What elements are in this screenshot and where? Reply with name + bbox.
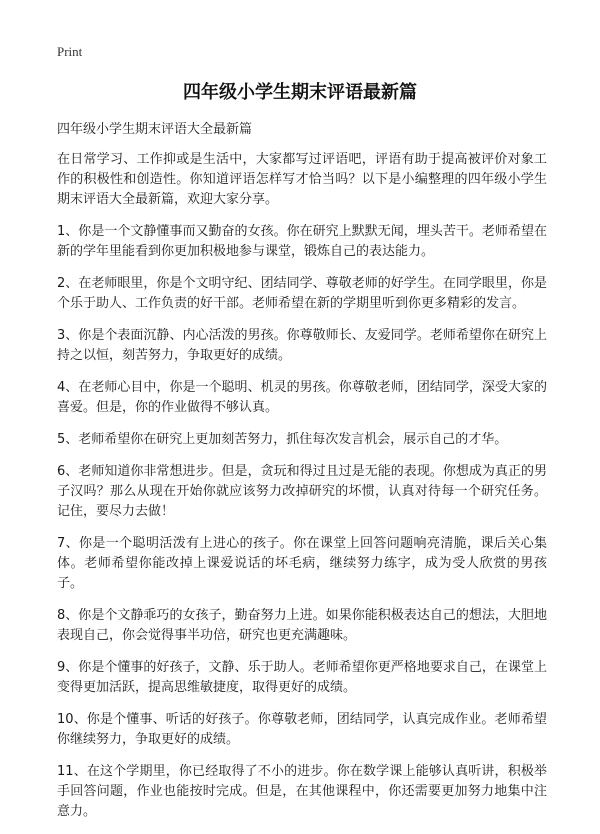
comment-paragraph-3: 3、你是个表面沉静、内心活泼的男孩。你尊敬师长、友爱同学。老师希望你在研究上持之以恒，刻苦努力，争取更好的成绩。 — [57, 328, 547, 363]
comment-paragraph-2: 2、在老师眼里，你是个文明守纪、团结同学、尊敬老师的好学生。在同学眼里，你是个乐于助人、工作负责的好干部。老师希望在新的学期里听到你更多精彩的发言。 — [57, 276, 547, 311]
comment-paragraph-1: 1、你是一个文静懂事而又勤奋的女孩。你在研究上默默无闻，埋头苦干。老师希望在新的学年里能看到你更加积极地参与课堂，锻炼自己的表达能力。 — [57, 224, 547, 259]
comment-paragraph-11: 11、在这个学期里，你已经取得了不小的进步。你在数学课上能够认真听讲，积极举手回答问题，作业也能按时完成。但是，在其他课程中，你还需要更加努力地集中注意力。 — [57, 764, 547, 819]
article-body — [57, 150, 547, 834]
intro-paragraph: 在日常学习、工作抑或是生活中，大家都写过评语吧，评语有助于提高被评价对象工作的积极性和创造性。你知道评语怎样写才恰当吗？以下是小编整理的四年级小学生期末评语大全最新篇，欢迎大家分享。 — [57, 152, 547, 207]
comment-paragraph-8: 8、你是个文静乖巧的女孩子，勤奋努力上进。如果你能积极表达自己的想法，大胆地表现自己，你会觉得事半功倍，研究也更充满趣味。 — [57, 608, 547, 643]
comment-paragraph-10: 10、你是个懂事、听话的好孩子。你尊敬老师，团结同学，认真完成作业。老师希望你继续努力，争取更好的成绩。 — [57, 712, 547, 747]
comment-paragraph-6: 6、老师知道你非常想进步。但是，贪玩和得过且过是无能的表现。你想成为真正的男子汉吗？那么从现在开始你就应该努力改掉研究的坏惯，认真对待每一个研究任务。记住，要尽力去做！ — [57, 464, 547, 519]
comment-paragraph-4: 4、在老师心目中，你是一个聪明、机灵的男孩。你尊敬老师，团结同学，深受大家的喜爱。但是，你的作业做得不够认真。 — [57, 380, 547, 415]
article-subtitle: 四年级小学生期末评语大全最新篇 — [57, 122, 253, 137]
comment-paragraph-5: 5、老师希望你在研究上更加刻苦努力，抓住每次发言机会，展示自己的才华。 — [57, 432, 508, 447]
print-link[interactable]: Print — [57, 44, 83, 59]
page-title: 四年级小学生期末评语最新篇 — [183, 82, 417, 103]
comment-paragraph-9: 9、你是个懂事的好孩子，文静、乐于助人。老师希望你更严格地要求自己，在课堂上变得更加活跃，提高思维敏捷度，取得更好的成绩。 — [57, 660, 547, 695]
comment-paragraph-7: 7、你是一个聪明活泼有上进心的孩子。你在课堂上回答问题响亮清脆，课后关心集体。老师希望你能改掉上课爱说话的坏毛病，继续努力练字，成为受人欣赏的男孩子。 — [57, 536, 547, 591]
